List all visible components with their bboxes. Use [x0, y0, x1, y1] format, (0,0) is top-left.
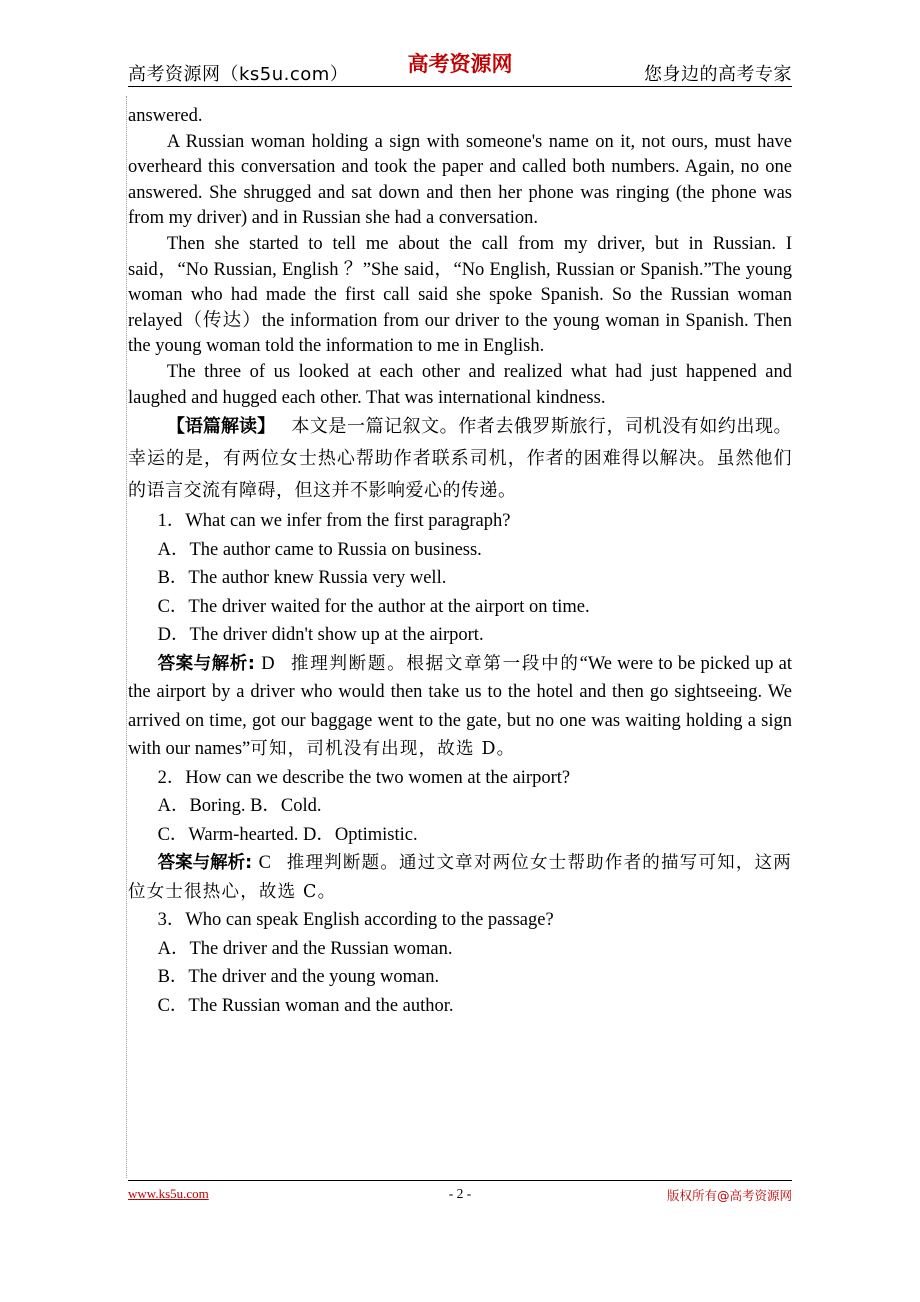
question-stem: 3．Who can speak English according to the passage? — [157, 910, 554, 931]
paragraph-3: The three of us looked at each other and realized what had just happened and laughed and hugged each other. That was international kindness. — [128, 361, 792, 408]
question-option: A．Boring. B．Cold. — [157, 796, 322, 817]
answer-explanation — [128, 849, 792, 906]
question-option: A．The driver and the Russian woman. — [157, 938, 453, 959]
question-stem: 1．What can we infer from the first paragraph? — [157, 511, 511, 532]
answer-explanation — [128, 650, 792, 764]
page-number: - 2 - — [448, 1186, 472, 1201]
continuation-line: answered. — [128, 106, 203, 126]
explanation-cn-part1: 推理判断题。通过文章对两位女士帮助作者的描写可知，这两位女士很热心，故选 C。 — [128, 853, 793, 902]
passage-analysis-label: 【语篇解读】 — [166, 416, 276, 438]
header-divider — [128, 86, 792, 87]
answer-label: 答案与解析: — [157, 653, 255, 674]
header-site-name: 高考资源网（ks5u.com） — [128, 64, 349, 85]
footer-divider — [128, 1180, 792, 1181]
page-header — [128, 48, 792, 88]
passage-analysis — [128, 411, 792, 507]
paragraph-2: Then she started to tell me about the call from my driver, but in Russian. I said，“No Russian, English ？”She said，“No English, Russian or Spanish.”The young woman who had made the first call said she spoke Spanish. So the Russian woman relayed（传达）the information from our driver to the young woman in Spanish. Then the young woman told the information to me in English. — [128, 233, 792, 357]
question-option: C．Warm-hearted. D．Optimistic. — [157, 824, 418, 845]
page-footer — [128, 1186, 792, 1206]
question-option: C．The Russian woman and the author. — [157, 995, 454, 1016]
question-option: D．The driver didn't show up at the airport. — [157, 625, 484, 646]
explanation-quote: “We were to be picked up at the airport by a driver who would then take us to the hotel and then go sightseeing. We arrived on time, got our baggage went to the gate, but no one was waiting holding a sign with our names” — [128, 653, 792, 760]
question-option: B．The driver and the young woman. — [157, 967, 440, 988]
question-option: B．The author knew Russia very well. — [157, 568, 447, 589]
document-content — [128, 104, 792, 1020]
footer-url-link[interactable]: www.ks5u.com — [128, 1186, 209, 1201]
question-stem: 2．How can we describe the two women at the airport? — [157, 767, 571, 788]
passage-analysis-text: 本文是一篇记叙文。作者去俄罗斯旅行，司机没有如约出现。幸运的是，有两位女士热心帮助作者联系司机，作者的困难得以解决。虽然他们的语言交流有障碍，但这并不影响爱心的传递。 — [128, 416, 793, 502]
answer-label: 答案与解析: — [157, 853, 253, 874]
header-brand-title: 高考资源网 — [407, 53, 513, 76]
header-tagline: 您身边的高考专家 — [644, 64, 792, 85]
footer-copyright: 版权所有@高考资源网 — [666, 1188, 792, 1203]
question-option: A．The author came to Russia on business. — [157, 539, 482, 560]
question-option: C．The driver waited for the author at the airport on time. — [157, 596, 590, 617]
answer-key: C — [258, 853, 271, 874]
left-margin-guide — [126, 96, 127, 1178]
explanation-cn-part1: 推理判断题。根据文章第一段中的 — [290, 653, 580, 674]
answer-key: D — [261, 653, 275, 674]
explanation-cn-part2: 可知，司机没有出现，故选 D。 — [250, 739, 516, 760]
paragraph-1: A Russian woman holding a sign with someone's name on it, not ours, must have overheard this conversation and took the paper and called both numbers. Again, no one answered. She shrugged and sat down and then her phone was ringing (the phone was from my driver) and in Russian she had a conversation. — [128, 131, 792, 229]
